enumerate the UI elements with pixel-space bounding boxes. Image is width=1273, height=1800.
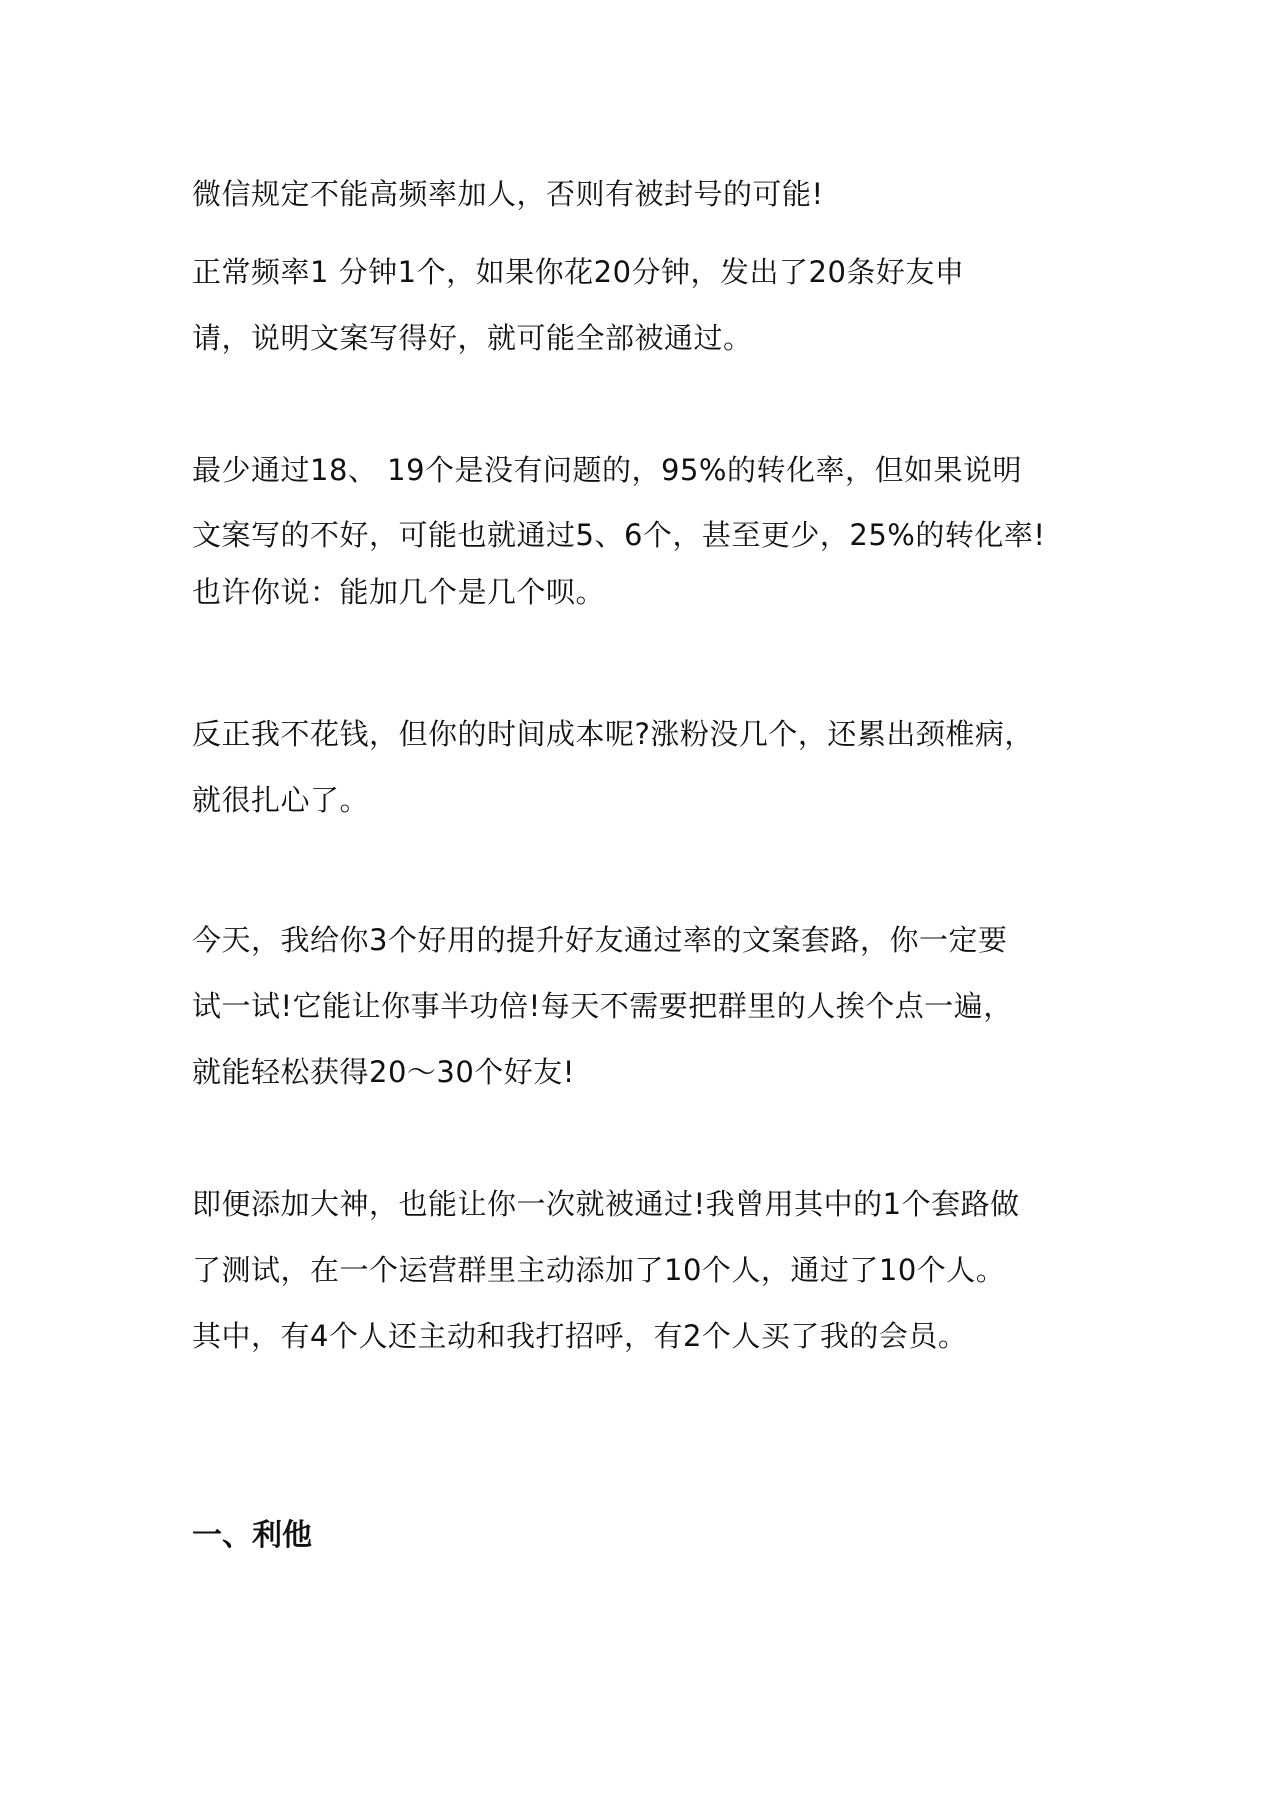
paragraph-3-line-3: 也许你说：能加几个是几个呗。 <box>192 575 606 609</box>
paragraph-5-line-3: 就能轻松获得20～30个好友! <box>192 1055 575 1089</box>
paragraph-5-line-1: 今天，我给你3个好用的提升好友通过率的文案套路，你一定要 <box>192 923 1008 957</box>
paragraph-2-line-1: 正常频率1 分钟1个，如果你花20分钟，发出了20条好友申 <box>192 255 965 289</box>
paragraph-5-line-2: 试一试!它能让你事半功倍!每天不需要把群里的人挨个点一遍， <box>192 989 1013 1023</box>
paragraph-6-line-3: 其中，有4个人还主动和我打招呼，有2个人买了我的会员。 <box>192 1319 968 1353</box>
paragraph-6-line-2: 了测试，在一个运营群里主动添加了10个人，通过了10个人。 <box>192 1253 1006 1287</box>
paragraph-3-line-2: 文案写的不好，可能也就通过5、6个，甚至更少，25%的转化率! <box>192 518 1046 552</box>
paragraph-1-line-1: 微信规定不能高频率加人，否则有被封号的可能! <box>192 177 824 211</box>
section-heading: 一、利他 <box>192 1518 312 1553</box>
paragraph-6-line-1: 即便添加大神，也能让你一次就被通过!我曾用其中的1个套路做 <box>192 1187 1020 1221</box>
paragraph-4-line-1: 反正我不花钱，但你的时间成本呢?涨粉没几个，还累出颈椎病， <box>192 717 1034 751</box>
paragraph-3-line-1: 最少通过18、 19个是没有问题的，95%的转化率，但如果说明 <box>192 453 1022 487</box>
paragraph-2-line-2: 请，说明文案写得好，就可能全部被通过。 <box>192 321 753 355</box>
paragraph-4-line-2: 就很扎心了。 <box>192 783 370 817</box>
